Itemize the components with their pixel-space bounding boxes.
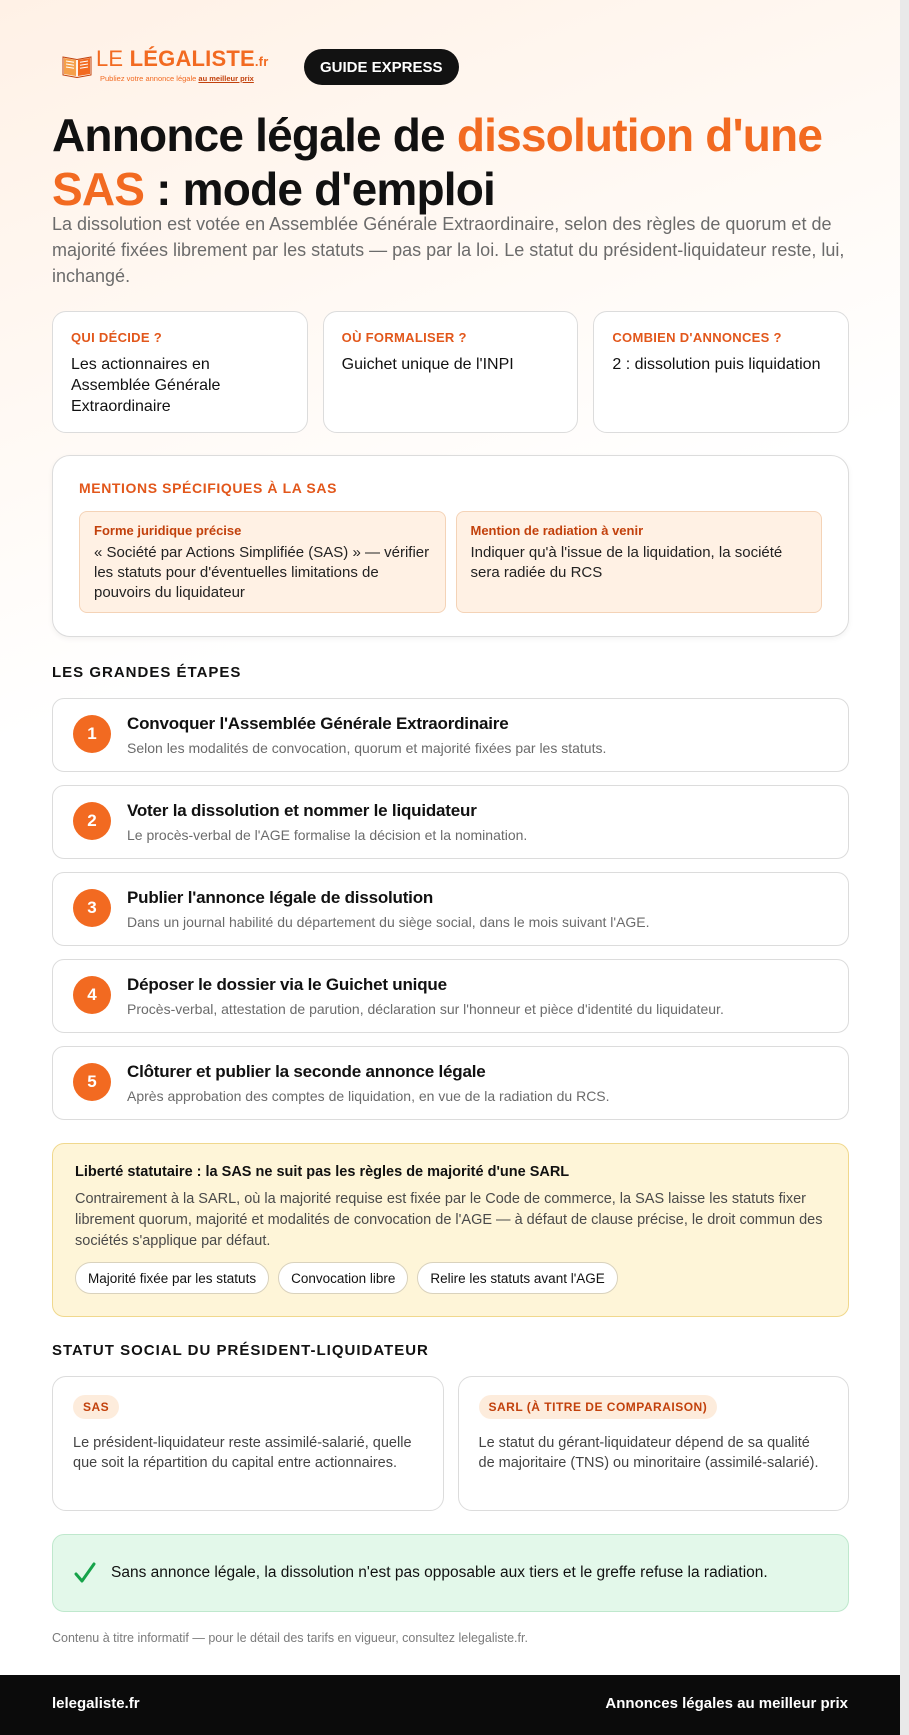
brand-logo[interactable]: [62, 48, 268, 83]
warning-text: Contrairement à la SARL, où la majorité requise est fixée par le Code de commerce, la SAS laisse les statuts fixer librement quorum, majorité et modalités de convocation de l'AGE — à défaut de clause précise, le droit commun des sociétés s'applique par défaut.: [75, 1191, 823, 1249]
fact-label: QUI DÉCIDE ?: [71, 330, 162, 345]
fact-value: 2 : dissolution puis liquidation: [612, 356, 821, 373]
fact-label: OÙ FORMALISER ?: [341, 330, 467, 345]
mention-title: Mention de radiation à venir: [470, 523, 644, 538]
status-section-title: STATUT SOCIAL DU PRÉSIDENT-LIQUIDATEUR: [52, 1342, 429, 1359]
step-item: [52, 698, 849, 772]
step-item: [52, 872, 849, 946]
mention-card: [456, 511, 823, 613]
step-number: 3: [73, 889, 111, 927]
step-description: Après approbation des comptes de liquidation, en vue de la radiation du RCS.: [127, 1088, 610, 1104]
step-description: Selon les modalités de convocation, quorum et majorité fixées par les statuts.: [127, 740, 607, 756]
step-description: Le procès-verbal de l'AGE formalise la décision et la nomination.: [127, 827, 528, 843]
warning-callout: [52, 1143, 849, 1317]
status-tag: SARL (À TITRE DE COMPARAISON): [479, 1395, 718, 1419]
fact-card: [52, 311, 308, 433]
status-card: [458, 1376, 850, 1511]
mention-title: Forme juridique précise: [94, 523, 242, 538]
status-text: Le statut du gérant-liquidateur dépend de sa qualité de majoritaire (TNS) ou minoritaire (assimilé-salarié).: [478, 1435, 819, 1471]
status-card: [52, 1376, 444, 1511]
warning-chips: [75, 1262, 826, 1294]
step-number: 2: [73, 802, 111, 840]
warning-title: Liberté statutaire : la SAS ne suit pas les règles de majorité d'une SARL: [75, 1164, 570, 1180]
page-title: Annonce légale de dissolution d'une SAS : mode d'emploi: [52, 109, 823, 215]
step-number: 4: [73, 976, 111, 1014]
status-tag: SAS: [73, 1395, 119, 1419]
lead-paragraph: La dissolution est votée en Assemblée Générale Extraordinaire, selon des règles de quorum et de majorité fixées librement par les statuts — pas par la loi. Le statut du président-liquidateur reste, lui, inchangé.: [52, 214, 845, 286]
steps-list: [52, 698, 849, 1133]
step-number: 1: [73, 715, 111, 753]
mentions-panel: [52, 455, 849, 637]
step-title: Convoquer l'Assemblée Générale Extraordinaire: [127, 714, 509, 733]
step-item: [52, 1046, 849, 1120]
mentions-title: MENTIONS SPÉCIFIQUES À LA SAS: [79, 480, 338, 496]
status-text: Le président-liquidateur reste assimilé-salarié, quelle que soit la répartition du capital entre actionnaires.: [73, 1435, 412, 1471]
brand-tagline: Publiez votre annonce légale au meilleur prix: [100, 74, 254, 83]
brand-name: LE LÉGALISTE.fr: [96, 46, 269, 71]
fact-card: [593, 311, 849, 433]
steps-section-title: LES GRANDES ÉTAPES: [52, 664, 242, 681]
chip: Convocation libre: [278, 1262, 408, 1294]
step-title: Déposer le dossier via le Guichet unique: [127, 975, 447, 994]
success-text: Sans annonce légale, la dissolution n'est pas opposable aux tiers et le greffe refuse la radiation.: [111, 1564, 768, 1581]
step-description: Dans un journal habilité du département du siège social, dans le mois suivant l'AGE.: [127, 914, 650, 930]
mention-card: [79, 511, 446, 613]
footnote: Contenu à titre informatif — pour le détail des tarifs en vigueur, consultez lelegaliste.fr.: [52, 1631, 528, 1645]
fact-value: Guichet unique de l'INPI: [341, 356, 514, 373]
fact-value: Les actionnaires en Assemblée Générale Extraordinaire: [71, 356, 221, 415]
check-icon: [73, 1561, 97, 1585]
footer: [0, 1675, 900, 1735]
scrollbar[interactable]: [900, 0, 909, 1735]
step-item: [52, 959, 849, 1033]
fact-card: [323, 311, 579, 433]
book-icon: [62, 54, 92, 78]
fact-label: COMBIEN D'ANNONCES ?: [612, 330, 782, 345]
chip: Relire les statuts avant l'AGE: [417, 1262, 617, 1294]
step-description: Procès-verbal, attestation de parution, déclaration sur l'honneur et pièce d'identité du liquidateur.: [127, 1001, 724, 1017]
mention-text: Indiquer qu'à l'issue de la liquidation, la société sera radiée du RCS: [470, 544, 783, 581]
guide-badge: GUIDE EXPRESS: [304, 49, 459, 85]
success-callout: [52, 1534, 849, 1612]
facts-row: [52, 311, 849, 433]
step-number: 5: [73, 1063, 111, 1101]
footer-site-link[interactable]: lelegaliste.fr: [52, 1695, 140, 1712]
mention-text: « Société par Actions Simplifiée (SAS) » — vérifier les statuts pour d'éventuelles limitations de pouvoirs du liquidateur: [94, 544, 430, 601]
step-title: Voter la dissolution et nommer le liquidateur: [127, 801, 477, 820]
step-title: Clôturer et publier la seconde annonce légale: [127, 1062, 486, 1081]
step-item: [52, 785, 849, 859]
footer-tagline: Annonces légales au meilleur prix: [605, 1695, 848, 1712]
chip: Majorité fixée par les statuts: [75, 1262, 269, 1294]
step-title: Publier l'annonce légale de dissolution: [127, 888, 434, 907]
status-cards: [52, 1376, 849, 1511]
